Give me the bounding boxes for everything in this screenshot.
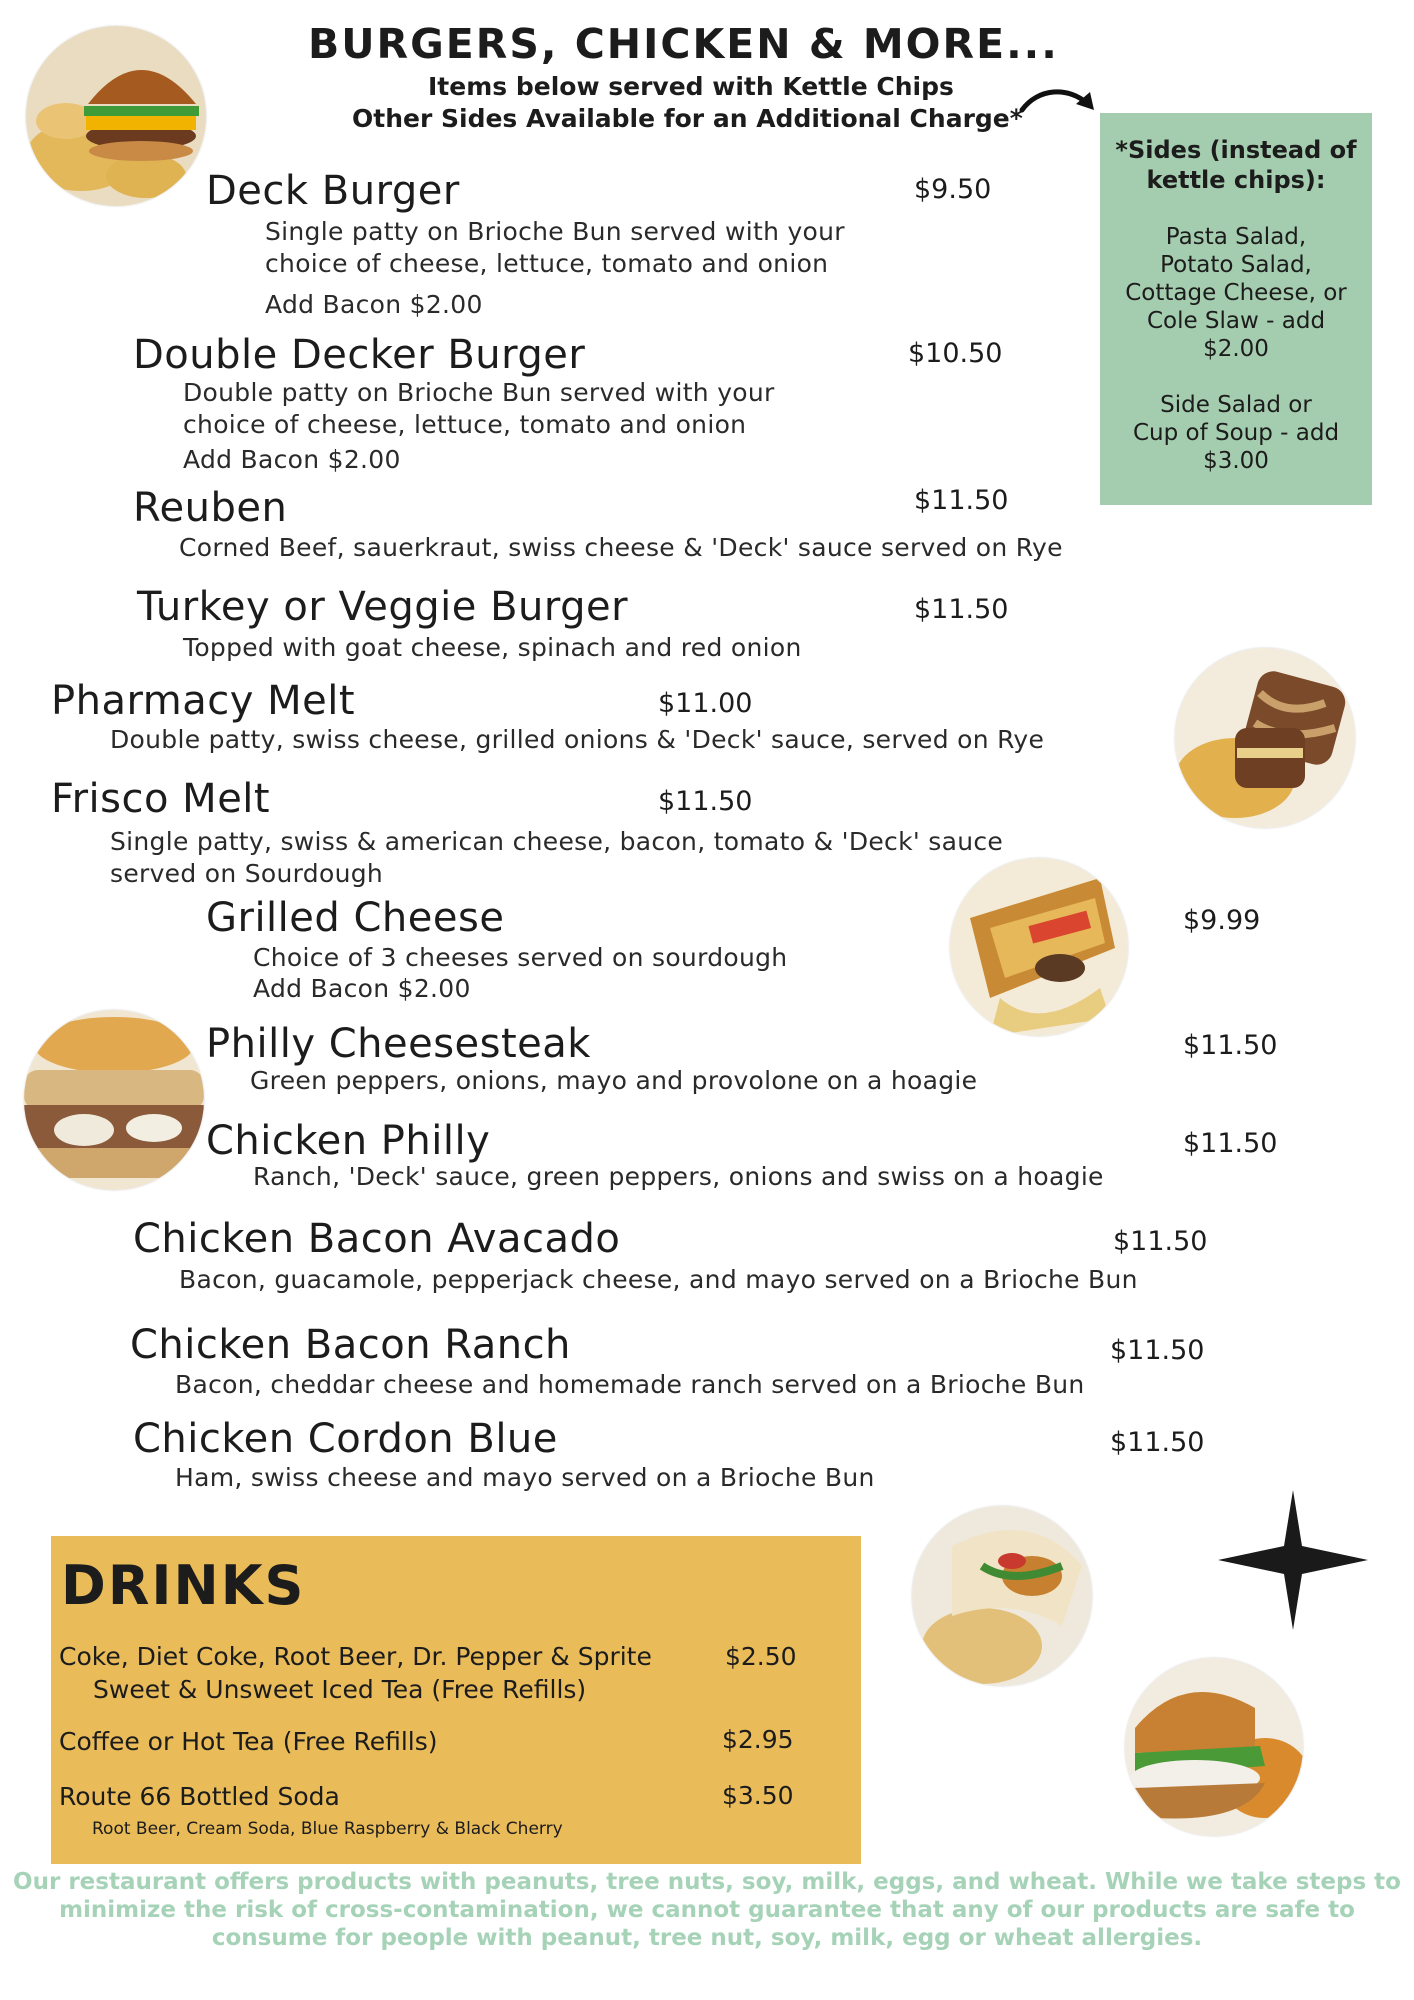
turkey-veggie-name: Turkey or Veggie Burger: [137, 584, 629, 630]
star-icon: [1218, 1490, 1368, 1630]
philly-name: Philly Cheesesteak: [206, 1021, 591, 1067]
grilled-cheese-name: Grilled Cheese: [206, 895, 505, 941]
frisco-melt-desc-1: Single patty, swiss & american cheese, bacon, tomato & 'Deck' sauce: [110, 827, 1004, 856]
drink-route66-flavors: Root Beer, Cream Soda, Blue Raspberry & Black Cherry: [92, 1819, 563, 1839]
reuben-name: Reuben: [133, 485, 288, 531]
drink-route66-price: $3.50: [722, 1781, 794, 1810]
chicken-bacon-avacado-name: Chicken Bacon Avacado: [133, 1216, 621, 1262]
burger-photo: [26, 26, 206, 206]
drink-iced-tea-name: Sweet & Unsweet Iced Tea (Free Refills): [93, 1675, 587, 1704]
double-decker-desc-1: Double patty on Brioche Bun served with your: [183, 378, 775, 407]
allergy-notice-line: Our restaurant offers products with peanuts, tree nuts, soy, milk, eggs, and wheat. While we take steps to: [13, 1869, 1401, 1895]
chicken-philly-price: $11.50: [1183, 1128, 1278, 1159]
sides-title: *Sides (instead of kettle chips):: [1115, 136, 1357, 194]
chicken-cordon-blue-name: Chicken Cordon Blue: [133, 1416, 558, 1462]
double-decker-desc-2: choice of cheese, lettuce, tomato and onion: [183, 410, 747, 439]
frisco-melt-price: $11.50: [658, 786, 753, 817]
drink-coffee-price: $2.95: [722, 1725, 794, 1754]
drinks-box: [51, 1536, 861, 1864]
pharmacy-melt-name: Pharmacy Melt: [51, 678, 355, 724]
philly-cheesesteak-photo: [24, 1010, 204, 1190]
drink-coffee-name: Coffee or Hot Tea (Free Refills): [59, 1727, 438, 1756]
philly-desc: Green peppers, onions, mayo and provolone on a hoagie: [250, 1066, 978, 1095]
chicken-bacon-ranch-price: $11.50: [1110, 1335, 1205, 1366]
drinks-title: DRINKS: [61, 1554, 306, 1617]
allergy-notice-line: consume for people with peanut, tree nut, soy, milk, egg or wheat allergies.: [211, 1925, 1203, 1951]
double-decker-name: Double Decker Burger: [133, 332, 586, 378]
turkey-veggie-price: $11.50: [914, 594, 1009, 625]
pharmacy-melt-desc: Double patty, swiss cheese, grilled onions & 'Deck' sauce, served on Rye: [110, 725, 1045, 754]
drink-soda-name: Coke, Diet Coke, Root Beer, Dr. Pepper & Sprite: [59, 1642, 652, 1671]
chicken-cordon-blue-price: $11.50: [1110, 1427, 1205, 1458]
subtitle-kettle-chips: Items below served with Kettle Chips: [428, 72, 954, 101]
wrap-photo: [912, 1506, 1092, 1686]
grilled-cheese-addon: Add Bacon $2.00: [253, 974, 471, 1003]
deck-burger-desc-1: Single patty on Brioche Bun served with your: [265, 217, 845, 246]
page-title: BURGERS, CHICKEN & MORE...: [308, 20, 1059, 68]
sides-group-soup: Side Salad or Cup of Soup - add $3.00: [1132, 392, 1340, 474]
drink-route66-name: Route 66 Bottled Soda: [59, 1782, 340, 1811]
chicken-bacon-ranch-name: Chicken Bacon Ranch: [130, 1322, 571, 1368]
grilled-cheese-price: $9.99: [1183, 905, 1261, 936]
deck-burger-desc-2: choice of cheese, lettuce, tomato and onion: [265, 249, 829, 278]
pharmacy-melt-photo: [1175, 648, 1355, 828]
philly-price: $11.50: [1183, 1030, 1278, 1061]
double-decker-price: $10.50: [908, 338, 1003, 369]
sides-group-salads: Pasta Salad, Potato Salad, Cottage Cheese, or Cole Slaw - add $2.00: [1125, 224, 1347, 362]
double-decker-addon: Add Bacon $2.00: [183, 445, 401, 474]
pharmacy-melt-price: $11.00: [658, 688, 753, 719]
turkey-veggie-desc: Topped with goat cheese, spinach and red onion: [183, 633, 802, 662]
allergy-notice: [0, 1868, 1414, 1952]
deck-burger-price: $9.50: [914, 174, 992, 205]
drink-soda-price: $2.50: [725, 1642, 797, 1671]
curved-arrow-icon: [1018, 82, 1100, 122]
grilled-cheese-desc: Choice of 3 cheeses served on sourdough: [253, 943, 788, 972]
allergy-notice-line: minimize the risk of cross-contamination, we cannot guarantee that any of our products are safe to: [59, 1897, 1355, 1923]
chicken-bacon-ranch-desc: Bacon, cheddar cheese and homemade ranch served on a Brioche Bun: [175, 1370, 1085, 1399]
chicken-bacon-avacado-price: $11.50: [1113, 1226, 1208, 1257]
frisco-melt-name: Frisco Melt: [51, 776, 271, 822]
chicken-philly-desc: Ranch, 'Deck' sauce, green peppers, onions and swiss on a hoagie: [253, 1162, 1104, 1191]
deck-burger-addon: Add Bacon $2.00: [265, 290, 483, 319]
reuben-price: $11.50: [914, 485, 1009, 516]
chicken-cordon-blue-desc: Ham, swiss cheese and mayo served on a Brioche Bun: [175, 1463, 875, 1492]
grilled-cheese-photo: [950, 858, 1128, 1036]
deck-burger-name: Deck Burger: [206, 168, 460, 214]
chicken-philly-name: Chicken Philly: [206, 1118, 491, 1164]
chicken-bacon-avacado-desc: Bacon, guacamole, pepperjack cheese, and mayo served on a Brioche Bun: [179, 1265, 1138, 1294]
reuben-desc: Corned Beef, sauerkraut, swiss cheese & 'Deck' sauce served on Rye: [179, 533, 1063, 562]
chicken-sandwich-photo: [1125, 1658, 1303, 1836]
subtitle-other-sides: Other Sides Available for an Additional Charge*: [352, 104, 1023, 133]
frisco-melt-desc-2: served on Sourdough: [110, 859, 384, 888]
sides-box: [1100, 113, 1372, 505]
